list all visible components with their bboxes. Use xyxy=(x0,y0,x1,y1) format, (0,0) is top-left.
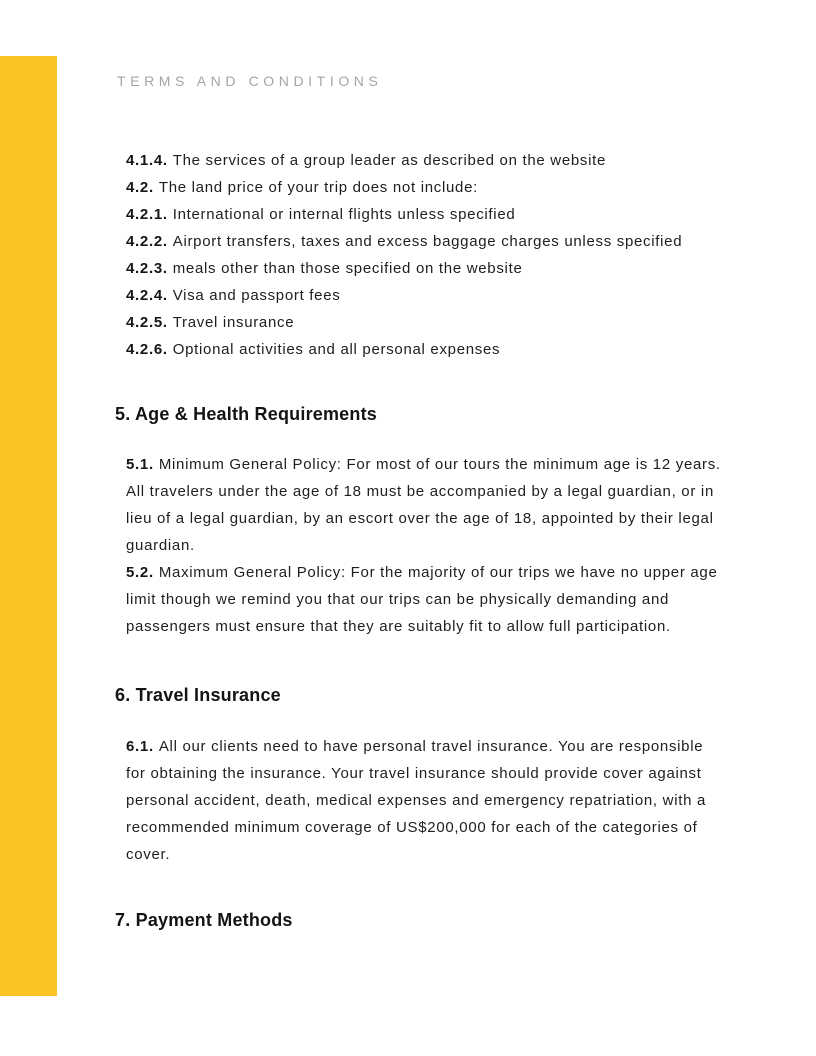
clause-number: 4.1.4. xyxy=(126,152,168,169)
section-heading-travel-insurance: 6. Travel Insurance xyxy=(115,685,281,705)
clause-text: International or internal flights unless specified xyxy=(172,206,516,223)
clause-item xyxy=(126,201,738,228)
section-heading-age-health-requirements: 5. Age & Health Requirements xyxy=(115,404,377,424)
clause-item xyxy=(126,147,738,174)
paragraph xyxy=(126,559,726,640)
paragraph-text: Minimum General Policy: For most of our tours the minimum age is 12 years. All travelers under the age of 18 must be accompanied by a legal guardian, or in lieu of a legal guardian, by an escort over the age of 18, appointed by their legal guardian. xyxy=(126,456,721,554)
clause-number: 4.2.6. xyxy=(126,341,168,358)
paragraph-number: 6.1. xyxy=(126,738,154,755)
paragraph-text: Maximum General Policy: For the majority of our trips we have no upper age limit though we remind you that our trips can be physically demanding and passengers must ensure that they are suitably fit to allow full participation. xyxy=(126,564,718,635)
paragraph-number: 5.2. xyxy=(126,564,154,581)
clause-text: Optional activities and all personal expenses xyxy=(172,341,501,358)
document-body xyxy=(115,147,738,930)
clause-text: The services of a group leader as described on the website xyxy=(172,152,607,169)
clause-text: Airport transfers, taxes and excess baggage charges unless specified xyxy=(172,233,683,250)
clause-text: meals other than those specified on the website xyxy=(172,260,523,277)
paragraph xyxy=(126,451,726,559)
clause-text: Visa and passport fees xyxy=(172,287,341,304)
clause-item xyxy=(126,282,738,309)
clause-item xyxy=(126,255,738,282)
clause-number: 4.2.3. xyxy=(126,260,168,277)
clause-number: 4.2.5. xyxy=(126,314,168,331)
clause-item xyxy=(126,336,738,363)
clause-list xyxy=(126,147,738,363)
left-accent-bar xyxy=(0,56,57,996)
paragraph-text: All our clients need to have personal travel insurance. You are responsible for obtaining the insurance. Your travel insurance should provide cover against personal accident, death, medical expenses and emergency repatriation, with a recommended minimum coverage of US$200,000 for each of the categories of cover. xyxy=(126,738,707,863)
clause-item xyxy=(126,309,738,336)
clause-item xyxy=(126,228,738,255)
clause-number: 4.2.2. xyxy=(126,233,168,250)
clause-item xyxy=(126,174,738,201)
paragraph xyxy=(126,733,726,868)
clause-number: 4.2. xyxy=(126,179,154,196)
clause-text: The land price of your trip does not include: xyxy=(158,179,478,196)
clause-text: Travel insurance xyxy=(172,314,295,331)
paragraph-number: 5.1. xyxy=(126,456,154,473)
section-heading-payment-methods: 7. Payment Methods xyxy=(115,910,293,930)
page-title: TERMS AND CONDITIONS xyxy=(117,73,383,89)
clause-number: 4.2.4. xyxy=(126,287,168,304)
clause-number: 4.2.1. xyxy=(126,206,168,223)
